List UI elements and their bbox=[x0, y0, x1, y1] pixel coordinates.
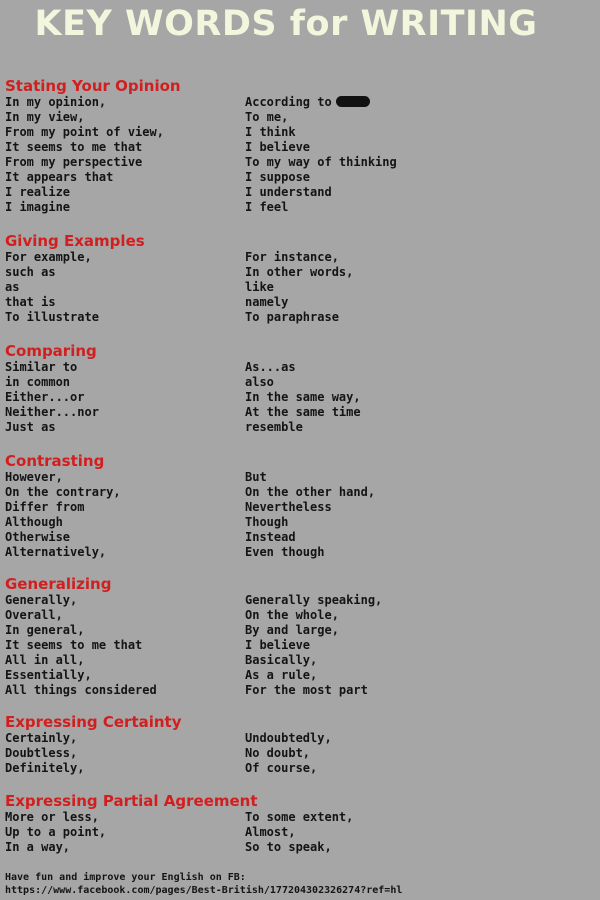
list-row bbox=[5, 375, 595, 390]
phrase: On the whole, bbox=[245, 608, 339, 622]
list-row bbox=[5, 155, 595, 170]
phrase: For the most part bbox=[245, 683, 368, 697]
phrase: All things considered bbox=[5, 683, 157, 697]
phrase: resemble bbox=[245, 420, 303, 434]
phrase: also bbox=[245, 375, 274, 389]
list-row bbox=[5, 265, 595, 280]
section-heading: Giving Examples bbox=[5, 232, 145, 250]
phrase: On the other hand, bbox=[245, 485, 376, 499]
phrase: Either...or bbox=[5, 390, 85, 404]
phrase: Basically, bbox=[245, 653, 318, 667]
list-row bbox=[5, 110, 595, 125]
list-row bbox=[5, 653, 595, 668]
phrase: At the same time bbox=[245, 405, 361, 419]
phrase: To some extent, bbox=[245, 810, 354, 824]
phrase: According to bbox=[245, 95, 332, 109]
phrase: Nevertheless bbox=[245, 500, 332, 514]
phrase: On the contrary, bbox=[5, 485, 121, 499]
list-row bbox=[5, 200, 595, 215]
footer bbox=[5, 871, 595, 897]
section-heading: Stating Your Opinion bbox=[5, 77, 181, 95]
section-comparing bbox=[5, 342, 595, 435]
list-row bbox=[5, 623, 595, 638]
phrase: To my way of thinking bbox=[245, 155, 397, 169]
phrase: To me, bbox=[245, 110, 289, 124]
phrase: By and large, bbox=[245, 623, 339, 637]
phrase: For example, bbox=[5, 250, 92, 264]
phrase: To paraphrase bbox=[245, 310, 339, 324]
phrase: Of course, bbox=[245, 761, 318, 775]
phrase: In a way, bbox=[5, 840, 71, 854]
phrase: I believe bbox=[245, 638, 311, 652]
phrase: I suppose bbox=[245, 170, 311, 184]
list-row bbox=[5, 125, 595, 140]
phrase: As...as bbox=[245, 360, 296, 374]
phrase: Up to a point, bbox=[5, 825, 107, 839]
phrase: All in all, bbox=[5, 653, 85, 667]
list-row bbox=[5, 280, 595, 295]
phrase: I feel bbox=[245, 200, 289, 214]
phrase: that is bbox=[5, 295, 56, 309]
phrase: Almost, bbox=[245, 825, 296, 839]
list-row bbox=[5, 360, 595, 375]
list-row bbox=[5, 170, 595, 185]
section-heading: Generalizing bbox=[5, 575, 112, 593]
phrase: Doubtless, bbox=[5, 746, 78, 760]
phrase: However, bbox=[5, 470, 63, 484]
phrase: Alternatively, bbox=[5, 545, 107, 559]
section-heading: Contrasting bbox=[5, 452, 105, 470]
section-expressing-certainty bbox=[5, 713, 595, 776]
phrase: In my view, bbox=[5, 110, 85, 124]
phrase: In general, bbox=[5, 623, 85, 637]
list-row bbox=[5, 405, 595, 420]
list-row bbox=[5, 420, 595, 435]
phrase: Instead bbox=[245, 530, 296, 544]
list-row bbox=[5, 390, 595, 405]
phrase: I believe bbox=[245, 140, 311, 154]
phrase: Differ from bbox=[5, 500, 85, 514]
phrase: It appears that bbox=[5, 170, 114, 184]
list-row bbox=[5, 825, 595, 840]
phrase: Otherwise bbox=[5, 530, 71, 544]
phrase: From my perspective bbox=[5, 155, 143, 169]
phrase: In other words, bbox=[245, 265, 354, 279]
phrase: such as bbox=[5, 265, 56, 279]
list-row bbox=[5, 608, 595, 623]
section-contrasting bbox=[5, 452, 595, 560]
phrase: Undoubtedly, bbox=[245, 731, 332, 745]
list-row bbox=[5, 746, 595, 761]
list-row bbox=[5, 840, 595, 855]
section-generalizing bbox=[5, 575, 595, 698]
list-row bbox=[5, 500, 595, 515]
list-row bbox=[5, 530, 595, 545]
phrase: Just as bbox=[5, 420, 56, 434]
phrase: namely bbox=[245, 295, 289, 309]
phrase: I imagine bbox=[5, 200, 71, 214]
section-stating-your-opinion bbox=[5, 77, 595, 215]
list-row bbox=[5, 250, 595, 265]
section-giving-examples bbox=[5, 232, 595, 325]
phrase: It seems to me that bbox=[5, 140, 143, 154]
section-heading: Comparing bbox=[5, 342, 97, 360]
phrase: I think bbox=[245, 125, 296, 139]
list-row bbox=[5, 761, 595, 776]
section-expressing-partial-agreement bbox=[5, 792, 595, 855]
list-row bbox=[5, 638, 595, 653]
phrase: Definitely, bbox=[5, 761, 85, 775]
phrase: Although bbox=[5, 515, 63, 529]
list-row bbox=[5, 140, 595, 155]
phrase: Essentially, bbox=[5, 668, 92, 682]
phrase: Generally, bbox=[5, 593, 78, 607]
section-heading: Expressing Certainty bbox=[5, 713, 182, 731]
phrase: Neither...nor bbox=[5, 405, 99, 419]
phrase: Certainly, bbox=[5, 731, 78, 745]
footer-link[interactable]: https://www.facebook.com/pages/Best-British/177204302326274?ref=hl bbox=[5, 885, 403, 896]
phrase: In my opinion, bbox=[5, 95, 107, 109]
redaction-mark bbox=[336, 96, 370, 107]
list-row bbox=[5, 731, 595, 746]
phrase: In the same way, bbox=[245, 390, 361, 404]
list-row bbox=[5, 310, 595, 325]
phrase: Overall, bbox=[5, 608, 63, 622]
phrase: To illustrate bbox=[5, 310, 99, 324]
list-row bbox=[5, 95, 595, 110]
phrase: like bbox=[245, 280, 274, 294]
phrase: I understand bbox=[245, 185, 332, 199]
page-title: KEY WORDS for WRITING bbox=[34, 4, 538, 44]
phrase: As a rule, bbox=[245, 668, 318, 682]
list-row bbox=[5, 515, 595, 530]
list-row bbox=[5, 485, 595, 500]
list-row bbox=[5, 470, 595, 485]
phrase: Though bbox=[245, 515, 289, 529]
list-row bbox=[5, 810, 595, 825]
footer-text: Have fun and improve your English on FB: bbox=[5, 872, 246, 883]
phrase: Generally speaking, bbox=[245, 593, 383, 607]
phrase: But bbox=[245, 470, 267, 484]
section-heading: Expressing Partial Agreement bbox=[5, 792, 258, 810]
phrase: Similar to bbox=[5, 360, 78, 374]
list-row bbox=[5, 545, 595, 560]
list-row bbox=[5, 683, 595, 698]
list-row bbox=[5, 593, 595, 608]
list-row bbox=[5, 668, 595, 683]
phrase: From my point of view, bbox=[5, 125, 164, 139]
phrase: I realize bbox=[5, 185, 71, 199]
phrase: No doubt, bbox=[245, 746, 311, 760]
phrase: So to speak, bbox=[245, 840, 332, 854]
phrase: as bbox=[5, 280, 20, 294]
phrase: in common bbox=[5, 375, 71, 389]
phrase: Even though bbox=[245, 545, 325, 559]
phrase: More or less, bbox=[5, 810, 99, 824]
phrase: It seems to me that bbox=[5, 638, 143, 652]
list-row bbox=[5, 185, 595, 200]
list-row bbox=[5, 295, 595, 310]
phrase: For instance, bbox=[245, 250, 339, 264]
